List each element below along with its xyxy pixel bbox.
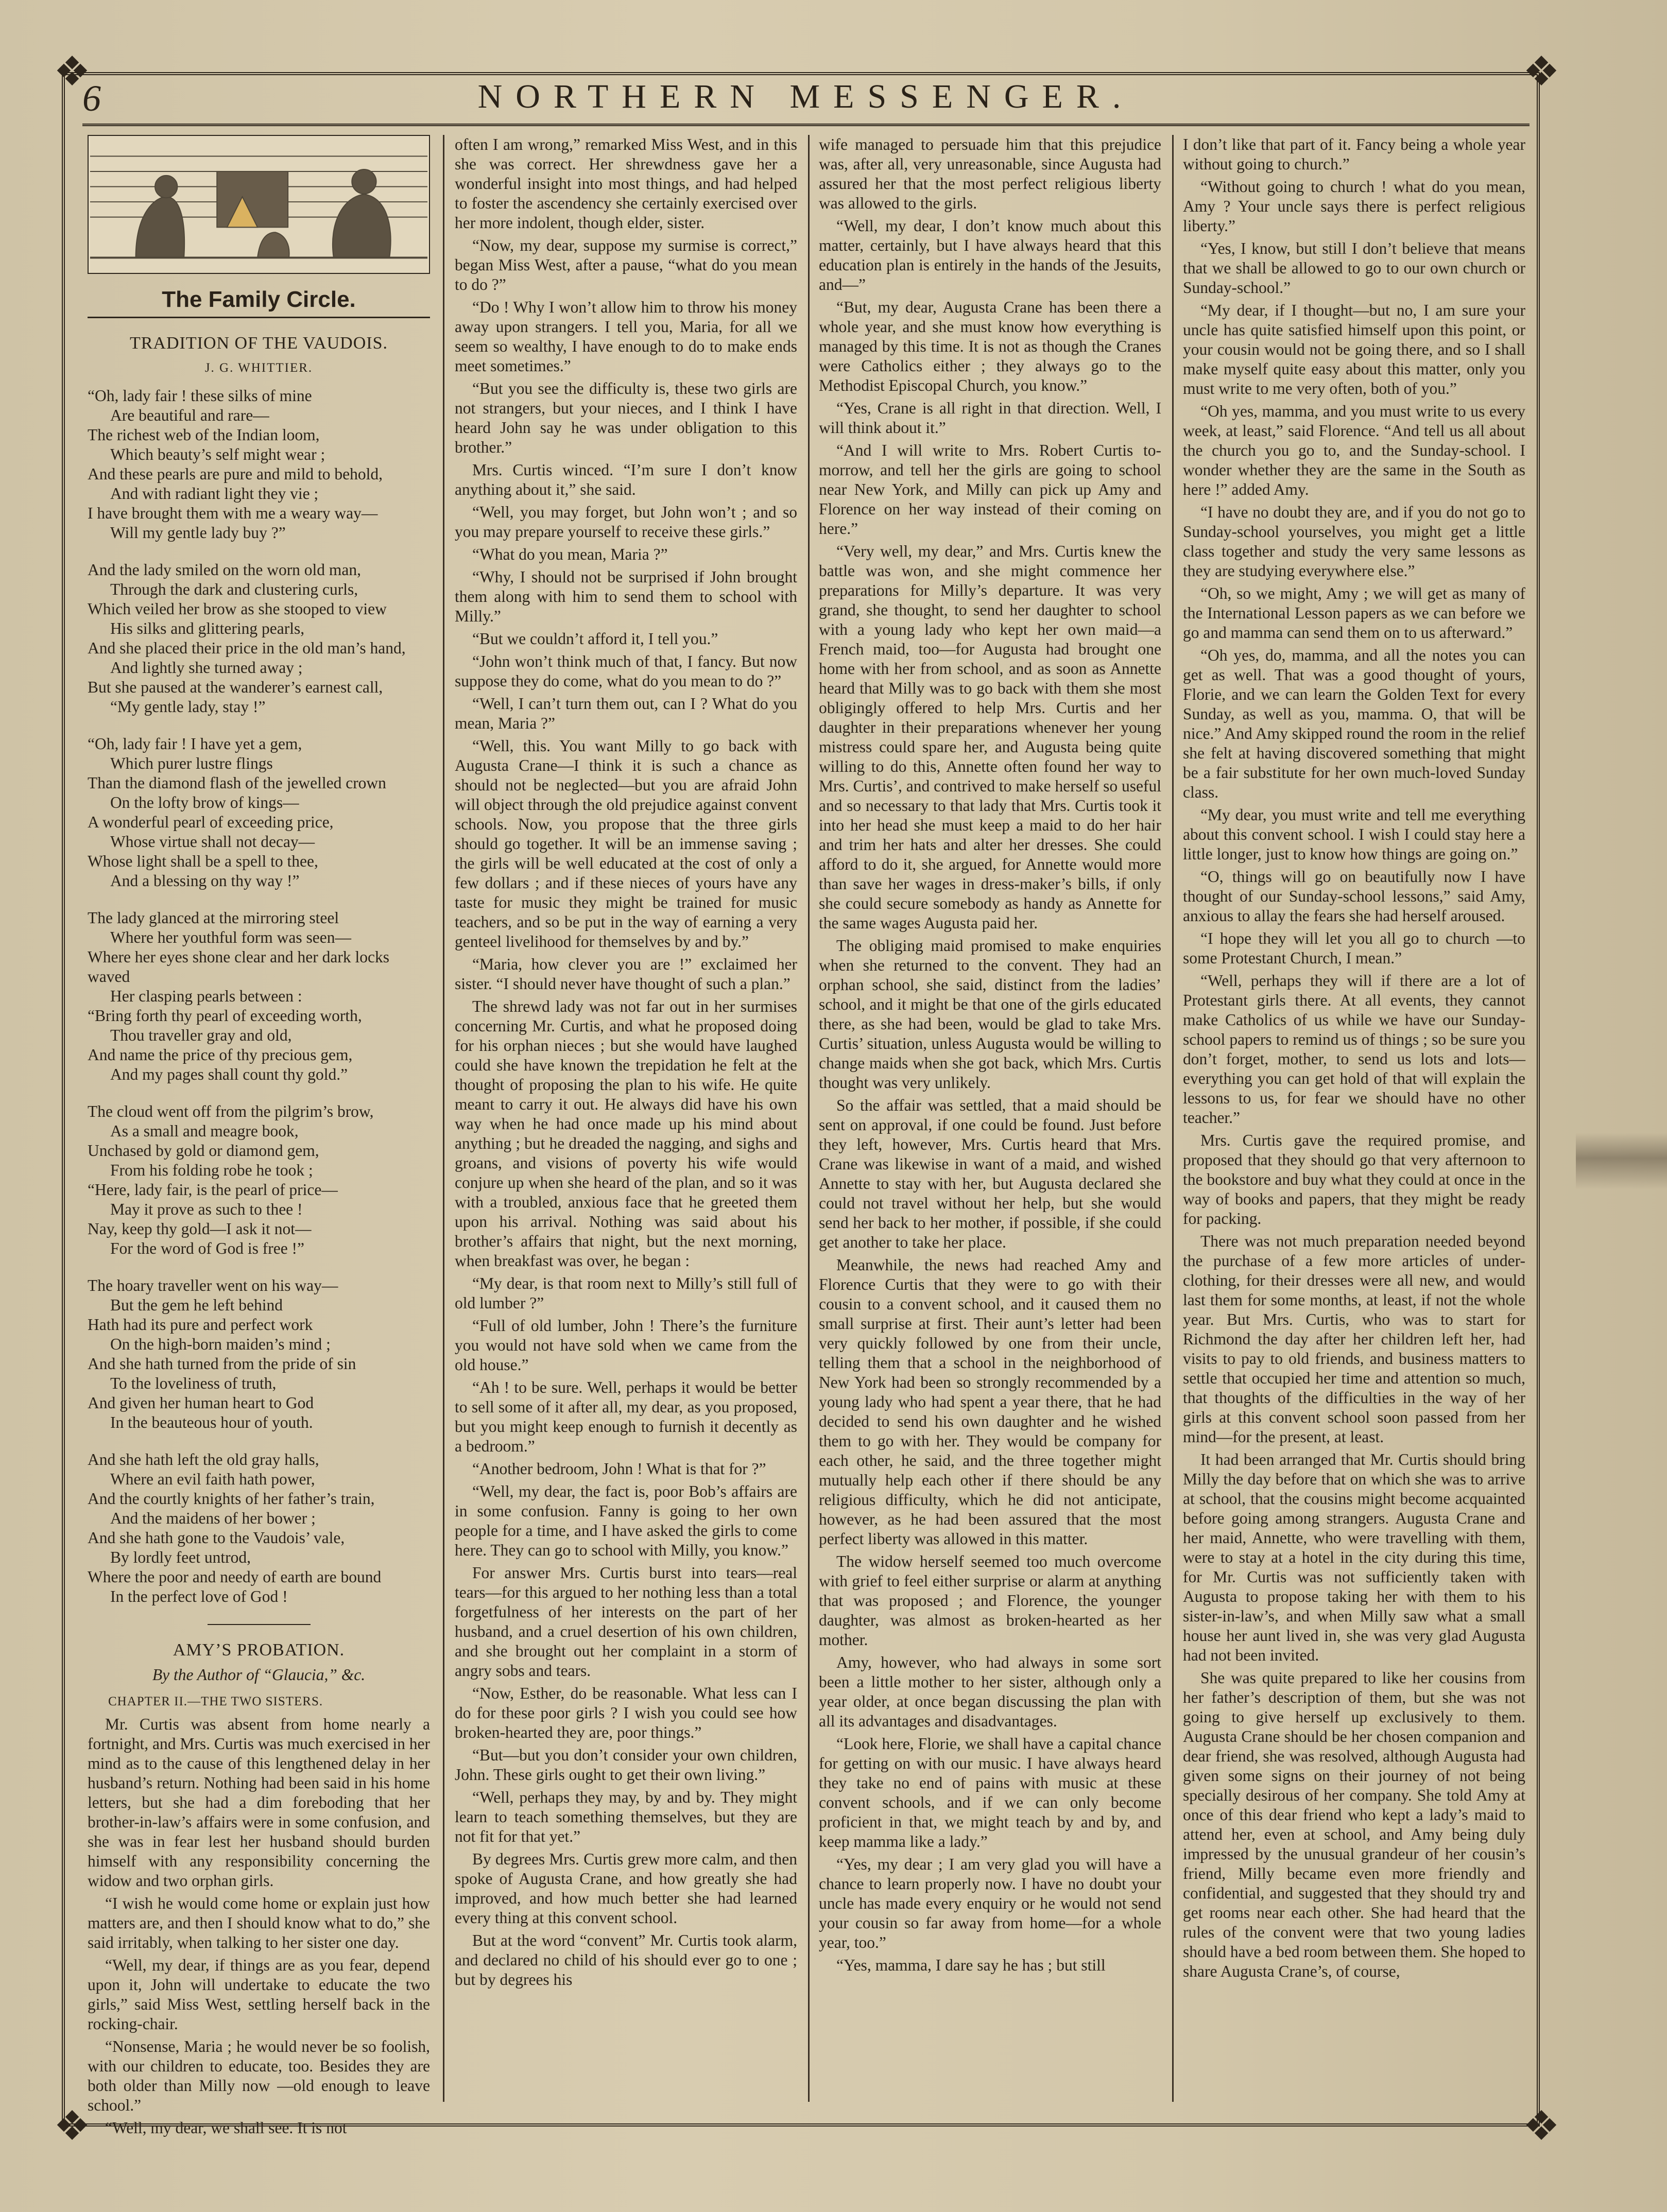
poem-line: “Bring forth thy pearl of exceeding worth,: [88, 1007, 362, 1025]
story-paragraph: “O, things will go on beautifully now I have thought of our Sunday-school lessons,” said Amy, anxious to allay the fears she had herself aroused.: [1183, 868, 1525, 925]
poem-line: By lordly feet untrod,: [110, 1548, 251, 1566]
story-paragraph: often I am wrong,” remarked Miss West, and in this she was correct. Her shrewdness gave her a wonderful insight into most things, and had helped to foster the ascendency she certainly exercised over her more indolent, though elder, sister.: [455, 135, 797, 232]
story-paragraph: Mrs. Curtis gave the required promise, and proposed that they should go that very afternoon to the bookstore and buy what they could at once in the way of books and papers, that they might be ready for packing.: [1183, 1131, 1525, 1228]
masthead-title: NORTHERN MESSENGER.: [477, 78, 1135, 115]
poem-line: Nay, keep thy gold—I ask it not—: [88, 1220, 312, 1238]
poem-line: Than the diamond flash of the jewelled crown: [88, 774, 386, 792]
story-paragraph: “Well, my dear, the fact is, poor Bob’s affairs are in some confusion. Fanny is going to her own people for a time, and I have asked the girls to come here. They can go to school with Milly, you know.”: [455, 1482, 797, 1559]
story-byline: By the Author of “Glaucia,” &c.: [152, 1666, 366, 1684]
corner-ornament-icon: ❖: [54, 2104, 91, 2149]
story-paragraph: “Look here, Florie, we shall have a capital chance for getting on with our music. I have always heard they take no end of pains with music at these convent schools, and if we can only become proficient in that, we might teach by and by, and keep mamma like a lady.”: [819, 1735, 1161, 1851]
poem-line: And these pearls are pure and mild to behold,: [88, 465, 383, 483]
story-paragraph: “Well, perhaps they will if there are a lot of Protestant girls there. At all events, they cannot make Catholics of us while we have our Sunday-school papers to remind us of things ; so be sure you don’t forget, mother, to send us lots and lots—everything you can get hold of that will explain the lessons to us, for fear we should have no other teacher.”: [1183, 972, 1525, 1127]
poem-line: “Oh, lady fair ! these silks of mine: [88, 387, 312, 405]
story-paragraph: By degrees Mrs. Curtis grew more calm, and then spoke of Augusta Crane, and how greatly she had improved, and how much better she had learned every thing at this convent school.: [455, 1850, 797, 1927]
poem-line: And the maidens of her bower ;: [110, 1509, 316, 1527]
poem-line: Her clasping pearls between :: [110, 987, 302, 1005]
chapter-heading: CHAPTER II.—THE TWO SISTERS.: [108, 1695, 323, 1708]
story-paragraph: “I have no doubt they are, and if you do not go to Sunday-school yourselves, you might get a little class together and study the very same lessons as they are studying everywhere else.”: [1183, 503, 1525, 580]
poem-line: The richest web of the Indian loom,: [88, 426, 320, 444]
column-3: [819, 135, 1161, 2102]
poem-stanza: [88, 560, 430, 717]
poem-line: His silks and glittering pearls,: [110, 619, 305, 637]
poem-stanza: [88, 1102, 430, 1258]
poem-line: For the word of God is free !”: [110, 1239, 305, 1257]
story-paragraph: “Another bedroom, John ! What is that for ?”: [472, 1460, 766, 1478]
story-paragraph: “Now, my dear, suppose my surmise is correct,” began Miss West, after a pause, “what do you mean to do ?”: [455, 236, 797, 293]
story-paragraph: Amy, however, who had always in some sort been a little mother to her sister, although only a year older, at once began discussing the plan with all its advantages and disadvantages.: [819, 1653, 1161, 1730]
story-paragraph: “Without going to church ! what do you mean, Amy ? Your uncle says there is perfect religious liberty.”: [1183, 178, 1525, 235]
poem-line: Which veiled her brow as she stooped to view: [88, 600, 387, 618]
story-paragraph: “Nonsense, Maria ; he would never be so foolish, with our children to educate, too. Besides they are both older than Milly now —old enough to leave school.”: [88, 2037, 430, 2114]
story-paragraph: “But we couldn’t afford it, I tell you.”: [472, 630, 718, 648]
poem-line: But the gem he left behind: [110, 1296, 283, 1314]
poem-line: As a small and meagre book,: [110, 1122, 299, 1140]
poem-stanza: [88, 734, 430, 891]
poem-line: And the courtly knights of her father’s train,: [88, 1490, 375, 1508]
poem-line: And the lady smiled on the worn old man,: [88, 561, 362, 579]
poem-line: Thou traveller gray and old,: [110, 1026, 292, 1044]
poem-line: The lady glanced at the mirroring steel: [88, 909, 339, 927]
story-paragraph: “Now, Esther, do be reasonable. What less can I do for these poor girls ? I wish you could see how broken-hearted they are, poor things.”: [455, 1684, 797, 1741]
column-1: [88, 135, 430, 2137]
story-paragraph: “Ah ! to be sure. Well, perhaps it would be better to sell some of it after all, my dear, as you proposed, but you might keep enough to furnish it decently as a bedroom.”: [455, 1378, 797, 1455]
story-paragraph: “Yes, my dear ; I am very glad you will have a chance to learn properly now. I have no doubt your uncle has made every enquiry or he would not send your cousin so far away from home—for a whole year, too.”: [819, 1855, 1161, 1951]
story-title: AMY’S PROBATION.: [173, 1640, 345, 1660]
poem-line: I have brought them with me a weary way—: [88, 504, 378, 522]
poem-line: May it prove as such to thee !: [110, 1200, 303, 1218]
poem-line: Hath had its pure and perfect work: [88, 1316, 313, 1334]
corner-ornament-icon: ❖: [54, 49, 91, 95]
story-paragraph: Meanwhile, the news had reached Amy and Florence Curtis that they were to go with their cousin to a convent school, and it caused them no small surprise at first. Their aunt’s letter had been very quickly followed by one from their uncle, telling them that a school in the neighborhood of New York had been so strongly recommended by a young lady who had spent a year there, that he had decided to send his own daughter and he wished them to go with her. They would be company for each other, he said, and the three together might mutually help each other if there should be any religious difficulty, which he did not anticipate, however, as he had been assured that the most perfect liberty was allowed in this matter.: [819, 1256, 1161, 1548]
story-paragraph: For answer Mrs. Curtis burst into tears—real tears—for this argued to her nothing less than a total forgetfulness of her interests on the part of her husband, and a cruel desertion of his own children, and she brought out her complaint in a storm of angry sobs and tears.: [455, 1564, 797, 1680]
divider: [208, 1624, 311, 1625]
page-number: 6: [82, 78, 101, 119]
story-paragraph: So the affair was settled, that a maid should be sent on approval, if one could be found. Just before they left, however, Mrs. Curtis heard that Mrs. Crane was likewise in want of a maid, and wished Annette to stay with her, but Augusta declared she could not travel without her help, but she would send her back to her mother, if possible, if she could get another to take her place.: [819, 1096, 1161, 1251]
story-paragraph: “But you see the difficulty is, these two girls are not strangers, but your nieces, and I think I have heard John say he was under obligation to this brother.”: [455, 379, 797, 456]
story-text: [455, 135, 797, 1990]
poem-line: And name the price of thy precious gem,: [88, 1046, 353, 1064]
poem-line: From his folding robe he took ;: [110, 1161, 313, 1179]
poem-stanza: [88, 386, 430, 543]
poem-line: In the beauteous hour of youth.: [110, 1413, 313, 1431]
poem-line: In the perfect love of God !: [110, 1587, 288, 1605]
poem-line: Whose virtue shall not decay—: [110, 833, 315, 851]
story-paragraph: I don’t like that part of it. Fancy being a whole year without going to church.”: [1183, 135, 1525, 173]
poem-body: [88, 386, 430, 1606]
story-paragraph: “My dear, is that room next to Milly’s still full of old lumber ?”: [455, 1274, 797, 1312]
poem-line: And given her human heart to God: [88, 1394, 314, 1412]
column-rule: [443, 135, 444, 2102]
column-2: [455, 135, 797, 2102]
poem-line: The hoary traveller went on his way—: [88, 1276, 338, 1294]
poem-line: Which beauty’s self might wear ;: [110, 445, 325, 463]
poem-line: And she hath gone to the Vaudois’ vale,: [88, 1529, 345, 1547]
story-paragraph: “What do you mean, Maria ?”: [472, 545, 668, 563]
story-paragraph: There was not much preparation needed beyond the purchase of a few more articles of under-clothing, for their dresses were all new, and would last them for some months, at least, if not the whole year. But Mrs. Curtis, who was to start for Richmond the day after her children left her, had visits to pay to old friends, and business matters to settle that occupied her time and attention so much, that thoughts of the difficulties in the way of her girls at this convent school soon passed from her mind—for the present, at least.: [1183, 1232, 1525, 1446]
story-paragraph: “Well, my dear, if things are as you fear, depend upon it, John will undertake to educate the two girls,” said Miss West, settling herself back in the rocking-chair.: [88, 1956, 430, 2033]
story-paragraph: “I wish he would come home or explain just how matters are, and then I should know what to do,” she said irritably, when talking to her sister one day.: [88, 1894, 430, 1951]
story-paragraph: It had been arranged that Mr. Curtis should bring Milly the day before that on which she was to arrive at school, that the cousins might become acquainted before going among strangers. Augusta Crane and her maid, Annette, who were travelling with them, were to stay at a hotel in the city during this time, for Mr. Curtis was not sufficiently taken with Augusta to propose taking her with them to his sister-in-law’s, and when Milly saw what a small house her aunt lived in, she was very glad Augusta had not been invited.: [1183, 1450, 1525, 1664]
corner-ornament-icon: ❖: [1523, 2104, 1560, 2149]
divider: [88, 317, 430, 318]
poem-line: “Oh, lady fair ! I have yet a gem,: [88, 735, 302, 753]
story-paragraph: “Do ! Why I won’t allow him to throw his money away upon strangers. I tell you, Maria, for all we seem so wealthy, I have enough to do to make ends meet sometimes.”: [455, 298, 797, 375]
story-paragraph: “Well, my dear, I don’t know much about this matter, certainly, but I have always heard that this education plan is entirely in the hands of the Jesuits, and—”: [819, 217, 1161, 293]
poem-line: Where her youthful form was seen—: [110, 928, 351, 946]
story-paragraph: But at the word “convent” Mr. Curtis took alarm, and declared no child of his should ever go to one ; but by degrees his: [455, 1931, 797, 1989]
story-paragraph: The shrewd lady was not far out in her surmises concerning Mr. Curtis, and what he proposed doing for his orphan nieces ; but she would have laughed could she have known the trepidation he felt at the thought of proposing the plan to his wife. He quite meant to carry it out. He always did have his own way when he had once made up his mind about anything ; but he dreaded the nagging, and sighs and groans, and visions of poverty his wife would conjure up when she heard of the plan, and so it was with a troubled, anxious face that he greeted them upon his arrival. Nothing was said about his brother’s affairs that night, but the next morning, when breakfast was over, he began :: [455, 997, 797, 1270]
poem-line: A wonderful pearl of exceeding price,: [88, 813, 334, 831]
poem-line: Where her eyes shone clear and her dark locks waved: [88, 948, 389, 986]
poem-line: And my pages shall count thy gold.”: [110, 1065, 348, 1083]
story-paragraph: “Very well, my dear,” and Mrs. Curtis knew the battle was won, and she might commence her preparations for Milly’s departure. It was very grand, she thought, to send her daughter to school with a young lady who kept her own maid—a French maid, too—for Augusta had brought one home with her from school, and as soon as Annette heard that Milly was to go back with them she most obligingly offered to help Mrs. Curtis and her daughter in their preparations whenever her young mistress could spare her, and Augusta being quite willing to do this, Annette often found her way to Mrs. Curtis’, and contrived to make herself so useful and so necessary to that lady that Mrs. Curtis took it into her head she must keep a maid to do her hair and trim her hats and alter her dresses. She could afford to do it, she argued, for Annette would more than save her wages in dress-maker’s bills, if only she could secure somebody as handy as Annette for the same wages Augusta paid her.: [819, 542, 1161, 932]
poem-stanza: [88, 1276, 430, 1432]
poem-line: “Here, lady fair, is the pearl of price—: [88, 1181, 338, 1199]
story-paragraph: She was quite prepared to like her cousins from her father’s description of them, but she was not going to give herself up exclusively to them. Augusta Crane should be her chosen companion and dear friend, she was resolved, although Augusta had given some signs on their journey of not being specially desirous of her company. She told Amy at once of this dear friend who kept a lady’s maid to attend her, even at school, and Amy being duly impressed by the unusual grandeur of her cousin’s friend, Milly became even more friendly and confidential, and suggested that they should try and get rooms near each other. She had heard that the rules of the convent were that two young ladies should have a bed room between them. She hoped to share Augusta Crane’s, of course,: [1183, 1669, 1525, 1980]
poem-line: Through the dark and clustering curls,: [110, 580, 358, 598]
story-paragraph: “Oh, so we might, Amy ; we will get as many of the International Lesson papers as we can before we go and mamma can send them on to us afterward.”: [1183, 584, 1525, 642]
story-paragraph: “But, my dear, Augusta Crane has been there a whole year, and she must know how everything is managed by this time. It is not as though the Cranes were Catholics either ; they always go to the Methodist Episcopal Church, you know.”: [819, 298, 1161, 394]
column-rule: [808, 135, 810, 2102]
poem-line: Will my gentle lady buy ?”: [110, 524, 286, 542]
story-text: [1183, 135, 1525, 1981]
story-paragraph: “I hope they will let you all go to church —to some Protestant Church, I mean.”: [1183, 929, 1525, 967]
story-paragraph: “Yes, I know, but still I don’t believe that means that we shall be allowed to go to our own church or Sunday-school.”: [1183, 239, 1525, 297]
page-header: [82, 77, 1529, 126]
poem-line: On the lofty brow of kings—: [110, 793, 299, 811]
story-text: [819, 135, 1161, 1975]
poem-line: Where an evil faith hath power,: [110, 1470, 315, 1488]
story-paragraph: wife managed to persuade him that this prejudice was, after all, very unreasonable, since Augusta had assured her that the most perfect religious liberty was allowed to the girls.: [819, 135, 1161, 212]
poem-author: J. G. WHITTIER.: [204, 361, 313, 375]
story-paragraph: “My dear, you must write and tell me everything about this convent school. I wish I could stay here a little longer, just to know how things are going on.”: [1183, 806, 1525, 863]
story-paragraph: “Well, I can’t turn them out, can I ? What do you mean, Maria ?”: [455, 695, 797, 732]
story-paragraph: “My dear, if I thought—but no, I am sure your uncle has quite satisfied himself upon this point, or your cousin would not be going there, and so I shall make myself quite easy about this matter, only you must write to me very often, both of you.”: [1183, 301, 1525, 398]
story-paragraph: Mr. Curtis was absent from home nearly a fortnight, and Mrs. Curtis was much exercised in her mind as to the cause of this lengthened delay in her husband’s return. Nothing had been said in his home letters, but she had a dim foreboding that her brother-in-law’s affairs were in some confusion, and she was in fear lest her husband should burden himself with any responsibility concerning the widow and two orphan girls.: [88, 1715, 430, 1890]
poem-line: And she hath left the old gray halls,: [88, 1450, 319, 1468]
story-paragraph: Mrs. Curtis winced. “I’m sure I don’t know anything about it,” she said.: [455, 461, 797, 498]
story-paragraph: The obliging maid promised to make enquiries when she returned to the convent. They had an orphan school, she said, distinct from the ladies’ school, and it might be that one of the girls educated there, as she had been, would be glad to take Mrs. Curtis’ situation, unless Augusta would be willing to change maids when she got back, which Mrs. Curtis thought was very unlikely.: [819, 937, 1161, 1092]
story-paragraph: “John won’t think much of that, I fancy. But now suppose they do come, what do you mean to do ?”: [455, 652, 797, 690]
poem-line: And a blessing on thy way !”: [110, 872, 300, 890]
poem-line: Are beautiful and rare—: [110, 406, 269, 424]
story-paragraph: “Full of old lumber, John ! There’s the furniture you would not have sold when we came from the old house.”: [455, 1317, 797, 1374]
article-columns: [88, 135, 1529, 2137]
poem-line: And lightly she turned away ;: [110, 659, 303, 677]
story-paragraph: “Maria, how clever you are !” exclaimed her sister. “I should never have thought of such a plan.”: [455, 955, 797, 993]
column-4: [1183, 135, 1525, 2102]
paper-crease: [1576, 1133, 1667, 1189]
story-paragraph: “But—but you don’t consider your own children, John. These girls ought to get their own living.”: [455, 1746, 797, 1784]
story-paragraph: “Well, perhaps they may, by and by. They might learn to teach something themselves, but they are not fit for that yet.”: [455, 1788, 797, 1845]
story-paragraph: “Well, you may forget, but John won’t ; and so you may prepare yourself to receive these girls.”: [455, 503, 797, 541]
poem-line: Which purer lustre flings: [110, 754, 273, 772]
story-paragraph: “Why, I should not be surprised if John brought them along with him to send them to school with Milly.”: [455, 568, 797, 625]
story-text: [88, 1715, 430, 2138]
poem-stanza: [88, 908, 430, 1084]
poem-line: Unchased by gold or diamond gem,: [88, 1142, 319, 1160]
poem-stanza: [88, 1450, 430, 1606]
story-paragraph: “Oh yes, do, mamma, and all the notes you can get as well. That was a good thought of yours, Florie, and we can learn the Golden Text for every Sunday, as well as you, mamma. O, that will be nice.” And Amy skipped round the room in the relief she felt at having discovered something that might be a fair substitute for her own much-loved Sunday class.: [1183, 646, 1525, 801]
section-heading: The Family Circle.: [162, 287, 356, 312]
story-paragraph: “And I will write to Mrs. Robert Curtis to-morrow, and tell her the girls are going to school near New York, and Milly can pick up Amy and Florence on her way instead of their coming on here.”: [819, 441, 1161, 538]
story-paragraph: “Yes, mamma, I dare say he has ; but still: [836, 1956, 1106, 1974]
poem-line: But she paused at the wanderer’s earnest call,: [88, 678, 383, 696]
poem-line: And with radiant light they vie ;: [110, 485, 319, 503]
poem-title: TRADITION OF THE VAUDOIS.: [129, 334, 388, 353]
corner-ornament-icon: ❖: [1523, 49, 1560, 95]
poem-line: Where the poor and needy of earth are bound: [88, 1568, 382, 1586]
poem-line: The cloud went off from the pilgrim’s brow,: [88, 1102, 374, 1120]
story-paragraph: “Yes, Crane is all right in that direction. Well, I will think about it.”: [819, 399, 1161, 437]
poem-line: To the loveliness of truth,: [110, 1374, 277, 1392]
poem-line: “My gentle lady, stay !”: [110, 698, 266, 716]
poem-line: On the high-born maiden’s mind ;: [110, 1335, 331, 1353]
family-circle-engraving: [88, 135, 430, 274]
story-paragraph: “Oh yes, mamma, and you must write to us every week, at least,” said Florence. “And tell us all about the church you go to, and the Sunday-school. I wonder whether they are the same in the South as here !” added Amy.: [1183, 402, 1525, 498]
poem-line: And she placed their price in the old man’s hand,: [88, 639, 406, 657]
story-paragraph: “Well, this. You want Milly to go back with Augusta Crane—I think it is such a chance as should not be neglected—but you are afraid John will object through the old prejudice against convent schools. Now, you propose that the three girls should go together. It will be an immense saving ; the girls will be well educated at the cost of only a few dollars ; and if these nieces of yours have any taste for music they might be trained for music teachers, and so be put in the way of earning a very genteel livelihood for themselves by and by.”: [455, 737, 797, 951]
poem-line: Whose light shall be a spell to thee,: [88, 852, 318, 870]
story-paragraph: The widow herself seemed too much overcome with grief to feel either surprise or alarm at anything that was proposed ; and Florence, the younger daughter, was almost as broken-hearted as her mother.: [819, 1552, 1161, 1649]
column-rule: [1172, 135, 1174, 2102]
poem-line: And she hath turned from the pride of sin: [88, 1355, 356, 1373]
story-paragraph: “Well, my dear, we shall see. It is not: [105, 2119, 347, 2137]
